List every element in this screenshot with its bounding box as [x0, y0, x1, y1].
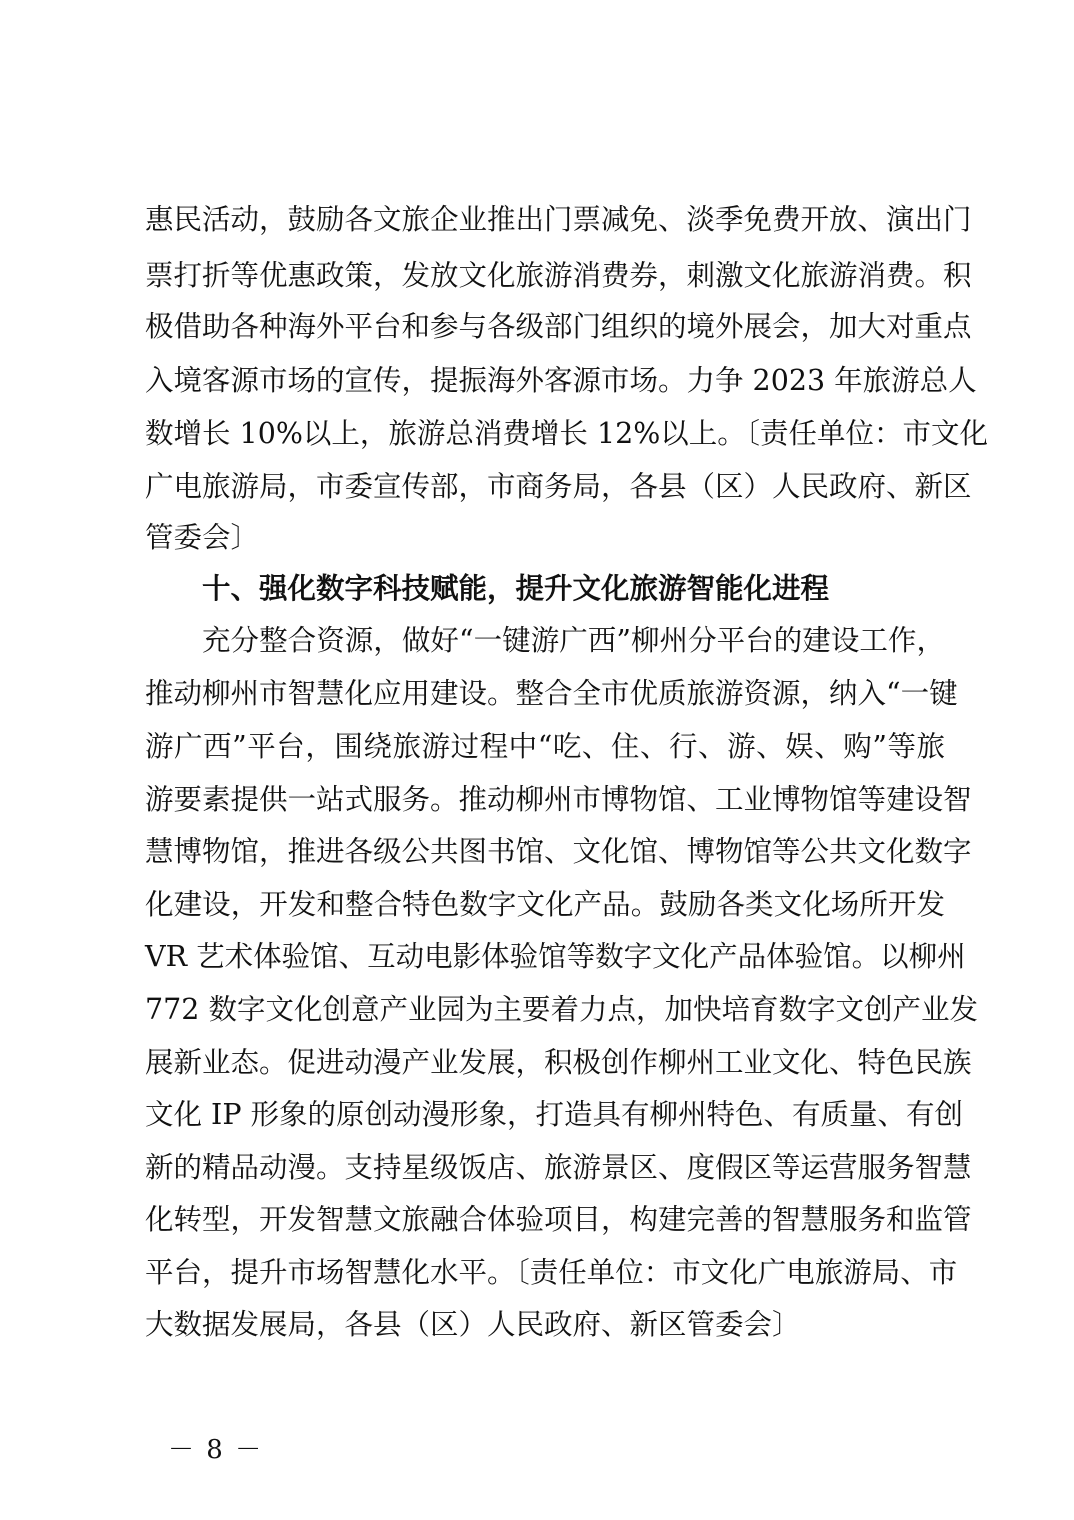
paragraph-1-line-7: 管委会〕	[145, 521, 260, 554]
paragraph-2-line-2: 推动柳州市智慧化应用建设。整合全市优质旅游资源，纳入“一键	[145, 677, 958, 710]
paragraph-2-line-7: VR 艺术体验馆、互动电影体验馆等数字文化产品体验馆。以柳州	[145, 940, 966, 973]
paragraph-2-line-6: 化建设，开发和整合特色数字文化产品。鼓励各类文化场所开发	[145, 888, 945, 921]
paragraph-2-line-14: 大数据发展局，各县（区）人民政府、新区管委会〕	[145, 1308, 801, 1341]
paragraph-1-line-1: 惠民活动，鼓励各文旅企业推出门票减免、淡季免费开放、演出门	[145, 203, 972, 236]
paragraph-2-line-12: 化转型，开发智慧文旅融合体验项目，构建完善的智慧服务和监管	[145, 1203, 972, 1236]
paragraph-2-line-11: 新的精品动漫。支持星级饭店、旅游景区、度假区等运营服务智慧	[145, 1151, 972, 1184]
paragraph-1-line-3: 极借助各种海外平台和参与各级部门组织的境外展会，加大对重点	[145, 310, 972, 343]
paragraph-2-line-5: 慧博物馆，推进各级公共图书馆、文化馆、博物馆等公共文化数字	[145, 835, 972, 868]
paragraph-2-line-10: 文化 IP 形象的原创动漫形象，打造具有柳州特色、有质量、有创	[145, 1098, 964, 1131]
paragraph-2-line-3: 游广西”平台，围绕旅游过程中“吃、住、行、游、娱、购”等旅	[145, 730, 945, 763]
paragraph-2-line-9: 展新业态。促进动漫产业发展，积极创作柳州工业文化、特色民族	[145, 1046, 972, 1079]
paragraph-2-line-13: 平台，提升市场智慧化水平。〔责任单位：市文化广电旅游局、市	[145, 1256, 958, 1289]
paragraph-1-line-4: 入境客源市场的宣传，提振海外客源市场。力争 2023 年旅游总人	[145, 364, 977, 397]
page-number: － 8 －	[168, 1435, 264, 1465]
section-heading: 十、强化数字科技赋能，提升文化旅游智能化进程	[202, 572, 830, 605]
paragraph-1-line-2: 票打折等优惠政策，发放文化旅游消费券，刺激文化旅游消费。积	[145, 259, 972, 292]
paragraph-1-line-5: 数增长 10%以上，旅游总消费增长 12%以上。〔责任单位：市文化	[145, 417, 989, 450]
paragraph-2-line-4: 游要素提供一站式服务。推动柳州市博物馆、工业博物馆等建设智	[145, 783, 972, 816]
paragraph-1-line-6: 广电旅游局，市委宣传部，市商务局，各县（区）人民政府、新区	[145, 470, 972, 503]
paragraph-2-line-1: 充分整合资源，做好“一键游广西”柳州分平台的建设工作，	[202, 624, 945, 657]
paragraph-2-line-8: 772 数字文化创意产业园为主要着力点，加快培育数字文创产业发	[145, 993, 978, 1026]
